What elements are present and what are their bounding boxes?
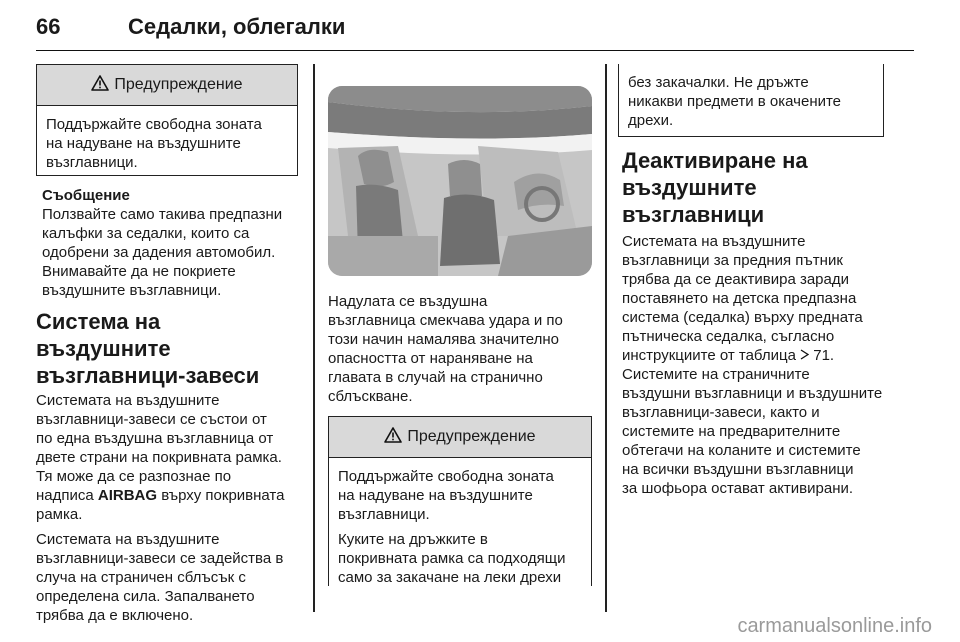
- note-block: [36, 186, 298, 300]
- warning-box-continued: [618, 64, 884, 137]
- text-line: пътническа седалка, съгласно: [622, 328, 835, 345]
- text-line: за шофьора остават активирани.: [622, 480, 854, 497]
- text-line: дрехи.: [628, 112, 674, 129]
- page-number: 66: [36, 14, 61, 39]
- text-line: системите на предварителните: [622, 423, 841, 440]
- text-line: на надуване на въздушните: [46, 135, 241, 152]
- section-heading-deactivation: [618, 147, 884, 228]
- page-header: [36, 0, 914, 51]
- text-fragment: инструкциите от таблица: [622, 347, 801, 364]
- text-line: възглавници.: [46, 154, 138, 171]
- watermark: carmanualsonline.info: [737, 615, 932, 637]
- text-fragment: надписа: [36, 487, 98, 504]
- column-divider-1: [313, 64, 315, 612]
- heading-line: Система на въздушните: [36, 309, 171, 361]
- text-line: Системата на въздушните: [622, 233, 806, 250]
- text-line: сблъскване.: [328, 388, 413, 405]
- text-line: възглавници.: [338, 506, 430, 523]
- text-line: само за закачане на леки дрехи: [338, 569, 562, 586]
- heading-line: Деактивиране на: [622, 148, 808, 173]
- text-line: система (седалка) върху предната: [622, 309, 863, 326]
- car-interior-drawing: [328, 86, 592, 276]
- text-line: Тя може да се разпознае по: [36, 468, 232, 485]
- text-line: рамка.: [36, 506, 83, 523]
- text-line: одобрени за дадения автомобил.: [42, 244, 276, 261]
- text-line: въздушни възглавници и въздушните: [622, 385, 883, 402]
- warning-header: [37, 65, 297, 106]
- text-line: опасността от нараняване на: [328, 350, 533, 367]
- section-heading-curtain-airbags: [36, 308, 298, 389]
- warning-text: [37, 106, 297, 181]
- text-line: без закачалки. Не дръжте: [628, 74, 809, 91]
- text-line: Внимавайте да не покриете: [42, 263, 236, 280]
- page-title: Седалки, облегалки: [128, 14, 346, 39]
- text-line: този начин намалява значително: [328, 331, 559, 348]
- note-title: Съобщение: [42, 187, 130, 204]
- text-line: трябва да се деактивира заради: [622, 271, 849, 288]
- column-2: [328, 292, 592, 586]
- text-line: поставянето на детска предпазна: [622, 290, 857, 307]
- warning-text: [329, 458, 591, 596]
- text-line: Ползвайте само такива предпазни: [42, 206, 283, 223]
- text-line: трябва да е включено.: [36, 607, 194, 624]
- figure-caption: [328, 292, 592, 406]
- text-line: Системата на въздушните: [36, 531, 220, 548]
- text-line: главата в случай на странично: [328, 369, 543, 386]
- text-line: обтегачи на коланите и системите: [622, 442, 861, 459]
- text-line: калъфки за седалки, които са: [42, 225, 250, 242]
- text-line: Поддържайте свободна зоната: [46, 116, 262, 133]
- paragraph: [618, 232, 884, 498]
- text-line: покривната рамка са подходящи: [338, 550, 566, 567]
- page-reference-link[interactable]: 71.: [813, 347, 835, 364]
- warning-triangle-icon: [91, 75, 109, 96]
- text-line: Надулата се въздушна: [328, 293, 488, 310]
- text-line: въздушните възглавници.: [42, 282, 222, 299]
- text-line: възглавници-завеси се състои от: [36, 411, 267, 428]
- text-line: никакви предмети в окачените: [628, 93, 842, 110]
- text-line: определена сила. Запалването: [36, 588, 255, 605]
- column-divider-2: [605, 64, 607, 612]
- warning-box: [36, 64, 298, 176]
- warning-text: [619, 64, 883, 139]
- page-ref-arrow-icon: [800, 347, 809, 364]
- heading-line: въздушните възглавници: [622, 175, 765, 227]
- column-1: [36, 64, 298, 625]
- text-line: възглавници-завеси се задейства в: [36, 550, 284, 567]
- text-line: възглавница смекчава удара и по: [328, 312, 563, 329]
- text-line: на надуване на въздушните: [338, 487, 533, 504]
- heading-line: възглавници-завеси: [36, 363, 260, 388]
- text-line: Куките на дръжките в: [338, 531, 488, 548]
- text-line: възглавници за предния пътник: [622, 252, 843, 269]
- warning-header: [329, 417, 591, 458]
- text-line: двете страни на покривната рамка.: [36, 449, 282, 466]
- curtain-airbag-illustration: [328, 86, 592, 276]
- text-line: Системата на въздушните: [36, 392, 220, 409]
- text-line: случа на страничен сблъсък с: [36, 569, 246, 586]
- warning-triangle-icon: [384, 427, 402, 448]
- text-line: Поддържайте свободна зоната: [338, 468, 554, 485]
- note-text: [42, 205, 298, 300]
- text-line: на всички въздушни възглавници: [622, 461, 854, 478]
- warning-heading: Предупреждение: [407, 428, 536, 445]
- paragraph: [36, 530, 298, 625]
- column-3: [618, 64, 884, 498]
- paragraph: [36, 391, 298, 524]
- warning-box: [328, 416, 592, 586]
- warning-heading: Предупреждение: [114, 76, 243, 93]
- text-line: по една въздушна възглавница от: [36, 430, 274, 447]
- text-line: Системите на страничните: [622, 366, 810, 383]
- text-line: възглавници-завеси, както и: [622, 404, 820, 421]
- airbag-label: AIRBAG: [97, 487, 158, 504]
- text-fragment: върху покривната: [157, 487, 285, 504]
